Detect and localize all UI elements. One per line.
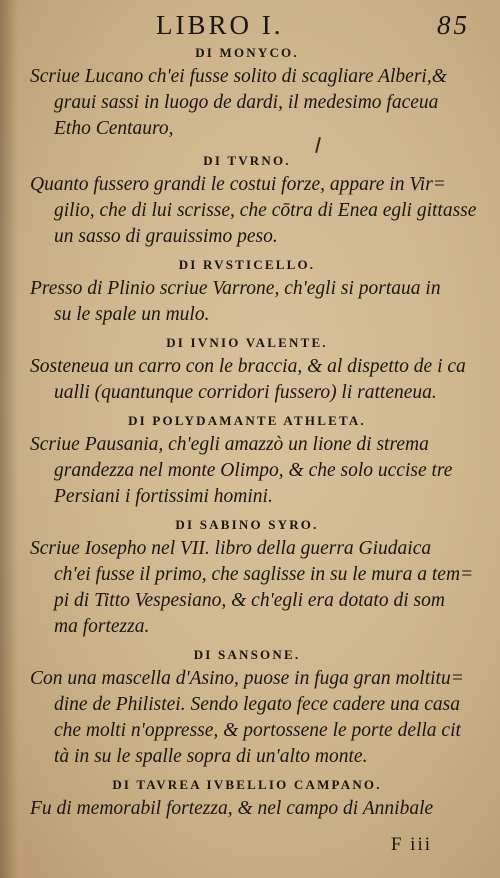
section-text — [30, 172, 477, 250]
text-line: Presso di Plinio scriue Varrone, ch'egli si portaua in — [30, 278, 441, 299]
section-text — [30, 432, 464, 510]
section-heading: DI SANSONE. — [193, 647, 301, 662]
text-line: Con una mascella d'Asino, puose in fuga gran moltitu= — [30, 668, 464, 689]
text-line: un sasso di grauissimo peso. — [54, 226, 278, 247]
section-heading: DI TVRNO. — [203, 153, 291, 168]
running-head-title: LIBRO I. — [156, 10, 284, 40]
text-line: Persiani i fortissimi homini. — [54, 486, 273, 507]
running-head — [130, 10, 470, 40]
section-heading: DI IVNIO VALENTE. — [166, 335, 328, 350]
text-line: pi di Titto Vespesiano, & ch'egli era dotato di som — [54, 590, 445, 611]
text-line: ualli (quantunque corridori fussero) li ratteneua. — [54, 382, 437, 403]
text-line: ch'ei fusse il primo, che saglisse in su le mura a tem= — [54, 564, 474, 585]
text-line: Scriue Iosepho nel VII. libro della guerra Giudaica — [30, 538, 432, 559]
text-line: Quanto fussero grandi le costui forze, appare in Vir= — [30, 174, 446, 195]
section-text — [30, 276, 464, 328]
section-text — [30, 64, 464, 142]
page-number: 85 — [437, 10, 470, 40]
section-text — [30, 796, 464, 822]
text-line: dine de Philistei. Sendo legato fece cadere una casa — [54, 694, 460, 715]
text-line: Scriue Lucano ch'ei fusse solito di scagliare Alberi,& — [30, 66, 447, 87]
section-heading: DI POLYDAMANTE ATHLETA. — [128, 413, 366, 428]
text-line: Fu di memorabil fortezza, & nel campo di Annibale — [30, 798, 434, 819]
section-heading: DI TAVREA IVBELLIO CAMPANO. — [112, 777, 382, 792]
text-line: gilio, che di lui scrisse, che cōtra di Enea egli gittasse — [54, 200, 477, 221]
text-line: graui sassi in luogo de dardi, il medesimo faceua — [54, 92, 439, 113]
text-line: che molti n'oppresse, & portossene le porte della cit — [54, 720, 461, 741]
text-line: Sosteneua un carro con le braccia, & al dispetto de i ca — [30, 356, 466, 377]
signature-mark: F iii — [390, 834, 432, 855]
section-text — [30, 666, 464, 770]
text-line: tà in su le spalle sopra di un'alto monte. — [54, 746, 368, 767]
section-text — [30, 536, 474, 640]
page-body — [30, 42, 477, 822]
text-line: grandezza nel monte Olimpo, & che solo uccise tre — [54, 460, 453, 481]
text-line: ma fortezza. — [54, 616, 150, 637]
text-line: Scriue Pausania, ch'egli amazzò un lione di strema — [30, 434, 429, 455]
section-heading: DI RVSTICELLO. — [178, 257, 316, 272]
text-line: su le spale un mulo. — [54, 304, 210, 325]
section-text — [30, 354, 464, 406]
text-line: Etho Centauro, — [54, 118, 174, 139]
section-heading: DI SABINO SYRO. — [175, 517, 319, 532]
section-heading: DI MONYCO. — [195, 45, 299, 60]
